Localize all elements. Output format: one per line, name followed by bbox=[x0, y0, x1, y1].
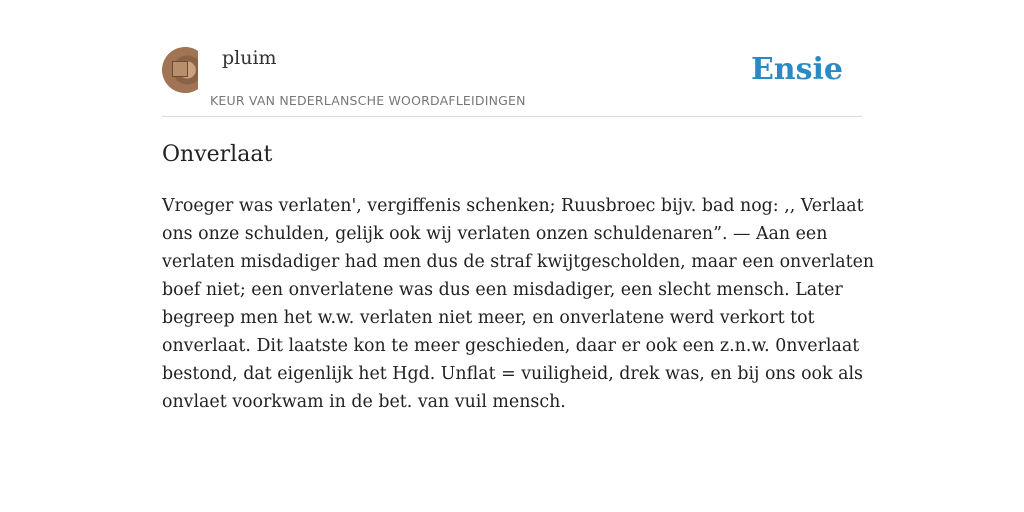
entry-line: boef niet; een onverlatene was dus een misdadiger, een slecht mensch. Later bbox=[162, 280, 843, 300]
entry-line: verlaten misdadiger had men dus de straf kwijtgescholden, maar een onverlaten bbox=[162, 252, 875, 272]
brand-logo[interactable]: Ensie bbox=[750, 52, 843, 87]
entry-line: onverlaat. Dit laatste kon te meer geschieden, daar er ook een z.n.w. 0nverlaat bbox=[162, 336, 860, 356]
entry-line: onvlaet voorkwam in de bet. van vuil mensch. bbox=[162, 392, 566, 412]
avatar-emblem bbox=[172, 61, 188, 77]
author-avatar[interactable] bbox=[162, 47, 208, 93]
entry-body bbox=[162, 192, 875, 416]
entry-line: bestond, dat eigenlijk het Hgd. Unflat = vuiligheid, drek was, en bij ons ook als bbox=[162, 364, 863, 384]
entry-title: Onverlaat bbox=[162, 142, 273, 167]
author-name[interactable]: pluim bbox=[222, 47, 277, 69]
header bbox=[162, 44, 862, 117]
entry-line: begreep men het w.w. verlaten niet meer, en onverlatene werd verkort tot bbox=[162, 308, 815, 328]
entry-line: Vroeger was verlaten', vergiffenis schenken; Ruusbroec bijv. bad nog: ,, Verlaat bbox=[162, 196, 864, 216]
source-name[interactable]: KEUR VAN NEDERLANSCHE WOORDAFLEIDINGEN bbox=[210, 93, 526, 108]
entry-line: ons onze schulden, gelijk ook wij verlaten onzen schuldenaren”. — Aan een bbox=[162, 224, 828, 244]
